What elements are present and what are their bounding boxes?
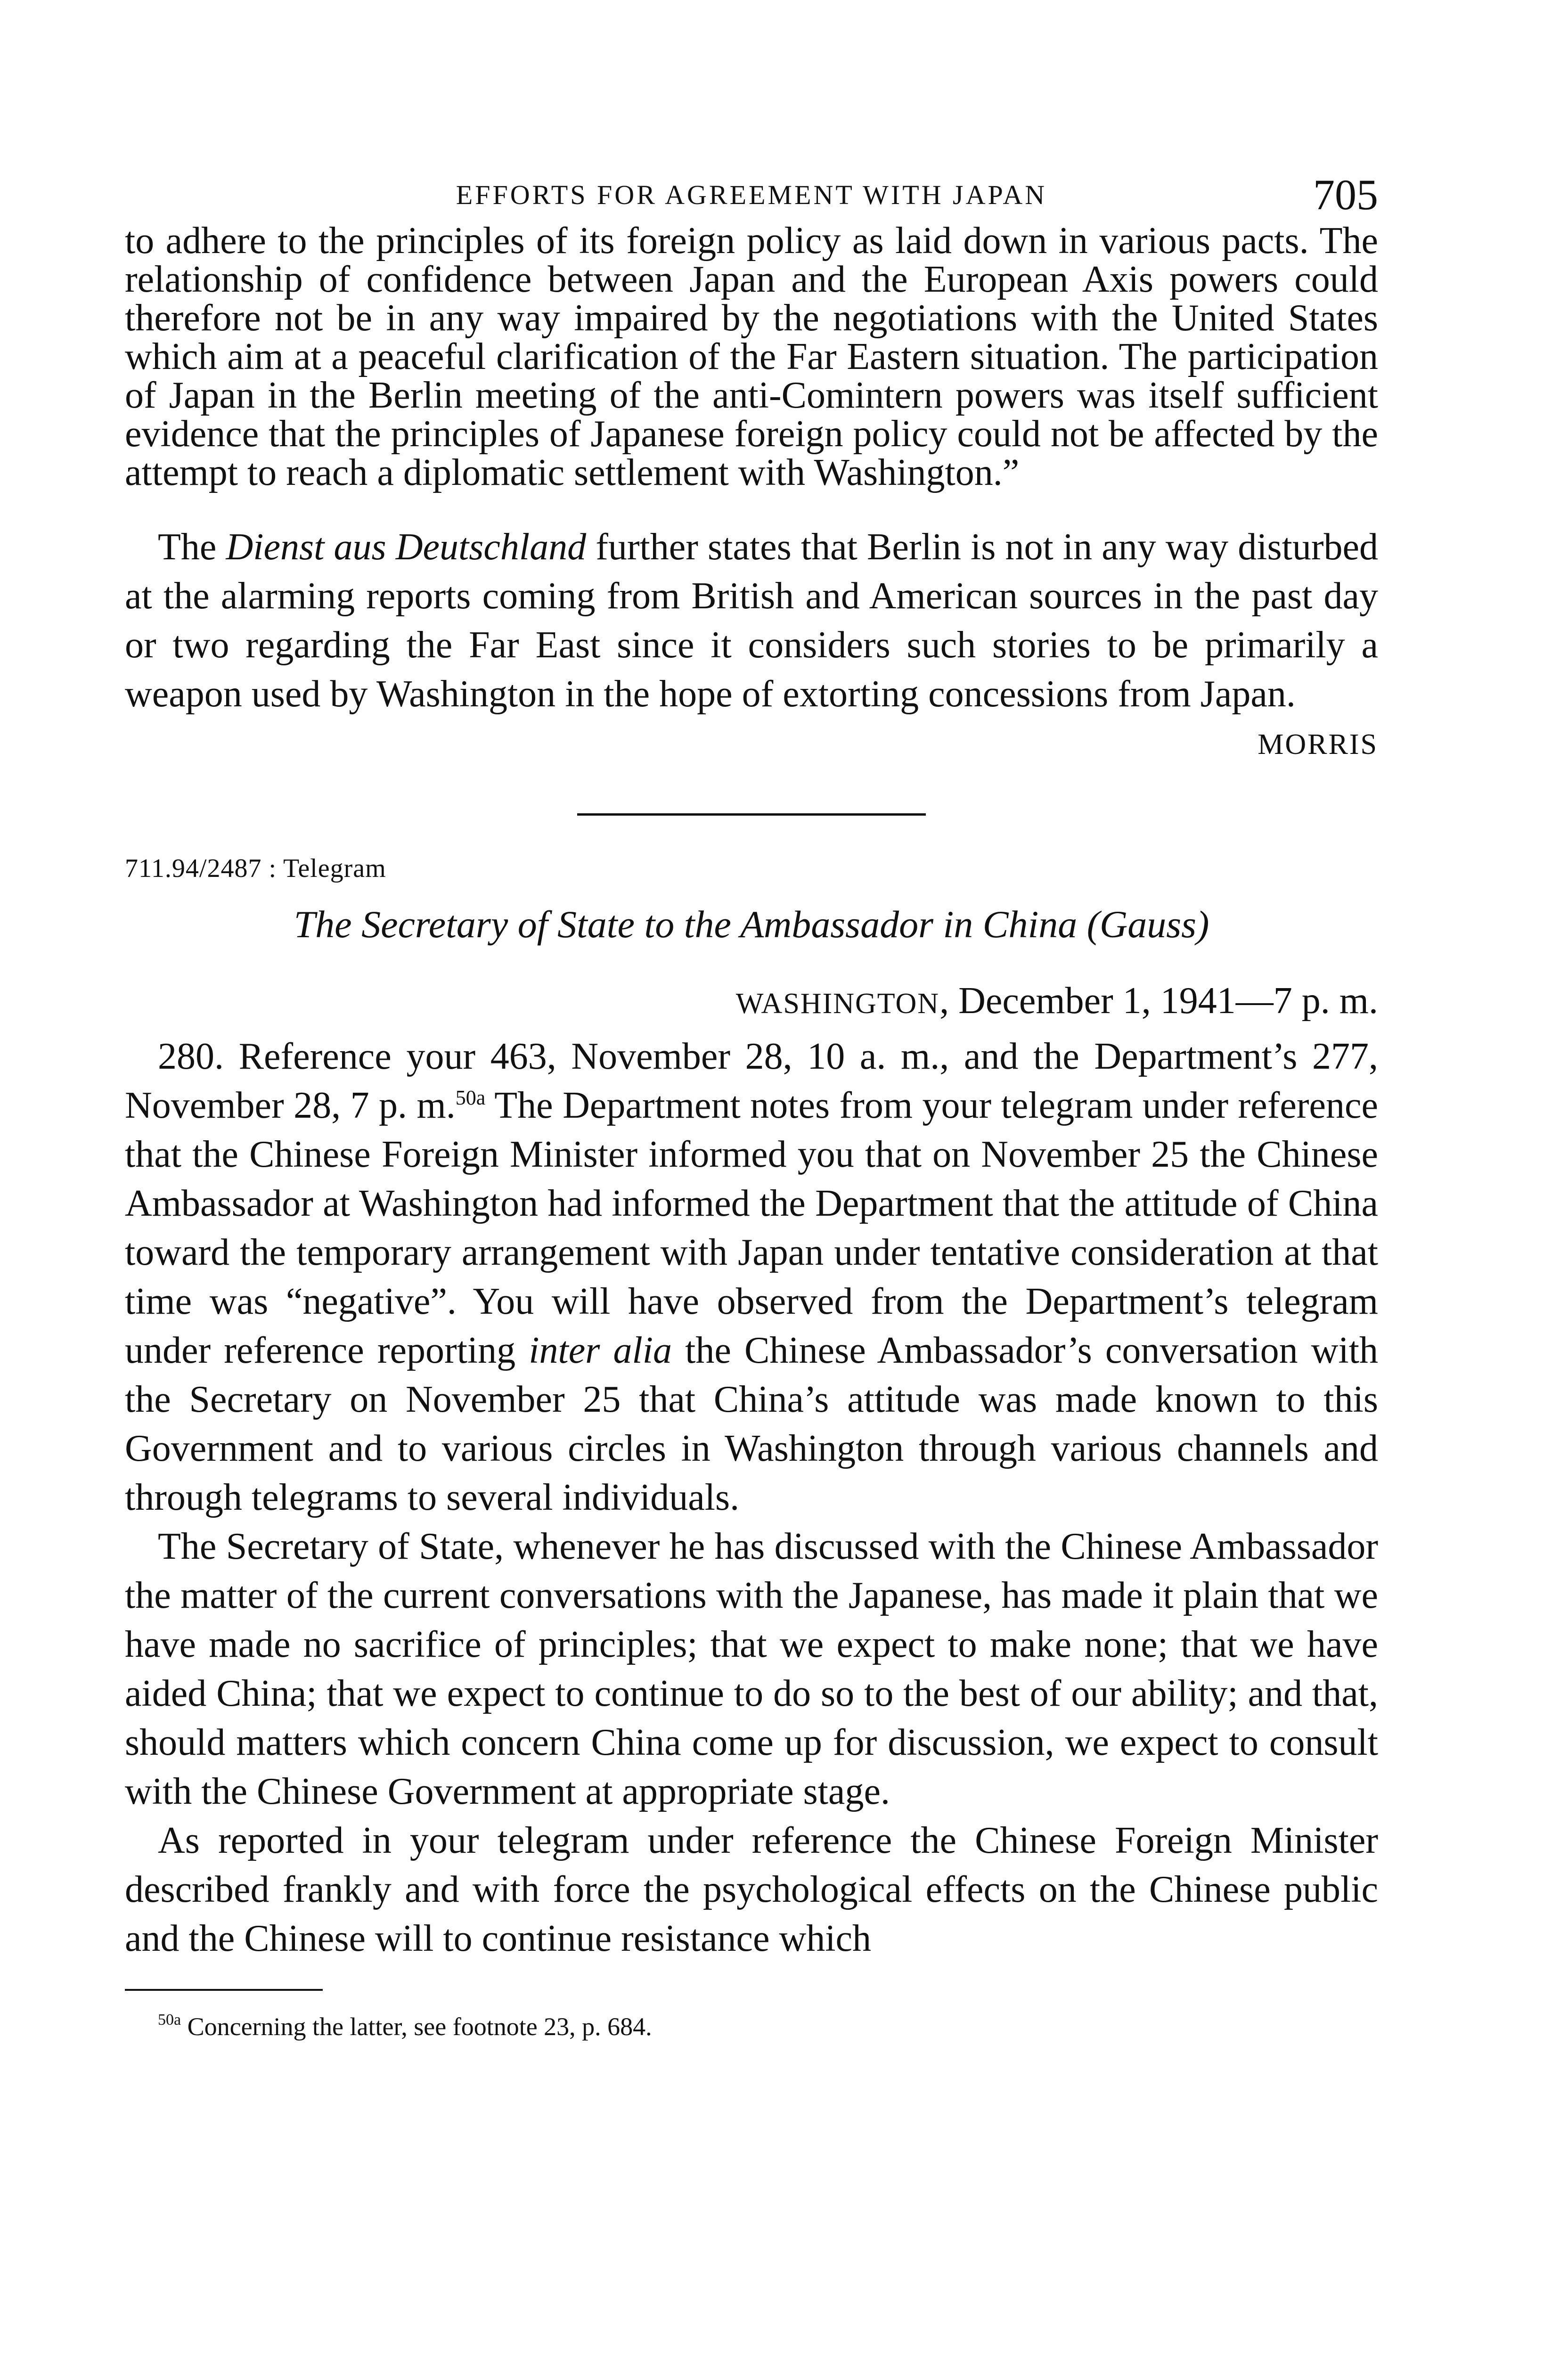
- quoted-paragraph: to adhere to the principles of its foreign policy as laid down in various pacts. The relationship of confidence between Japan and the European Axis powers could therefore not be in any way impaired by the negotiations with the United States which aim at a peaceful clarification of the Far Eastern situation. The participation of Japan in the Berlin meeting of the anti-Comintern powers was itself sufficient evidence that the principles of Japanese foreign policy could not be affected by the attempt to reach a diplomatic settlement with Washington.”: [125, 220, 1378, 493]
- body-paragraph-3: As reported in your telegram under reference the Chinese Foreign Minister described frankly and with force the psychological effects on the Chinese public and the Chinese will to continue resistance which: [125, 1820, 1378, 1959]
- body-paragraph-2: The Secretary of State, whenever he has discussed with the Chinese Ambassador the matter of the current conversations with the Japanese, has made it plain that we have made no sacrifice of principles; that we expect to make none; that we have aided China; that we expect to continue to do so to the best of our ability; and that, should matters which concern China come up for discussion, we expect to consult with the Chinese Government at appropriate stage.: [125, 1526, 1378, 1812]
- signature-name: MORRIS: [1258, 728, 1378, 761]
- signature: [125, 728, 1378, 761]
- footnote-text: Concerning the latter, see footnote 23, p. 684.: [181, 2012, 652, 2041]
- heading-name: Gauss: [1100, 903, 1197, 946]
- dateline-date: , December 1, 1941—7 p. m.: [939, 980, 1378, 1022]
- footnote-rule: [125, 1989, 323, 1991]
- file-reference: 711.94/2487 : Telegram: [125, 854, 386, 883]
- footnote-ref: 50a: [455, 1086, 486, 1109]
- section-divider: [577, 813, 926, 816]
- dienst-paragraph: [125, 523, 1378, 719]
- footnote-marker: 50a: [158, 2011, 181, 2029]
- p1-text-b: The Department notes from your telegram under reference that the Chinese Foreign Minister informed you that on November 25 the Chinese Ambassador at Washington had informed the Department that the attitude of China toward the temporary arrangement with Japan under tentative consideration at that time was “negative”. You will have observed from the Department’s telegram under reference reporting: [125, 1085, 1379, 1371]
- p1-text-c: the Chinese Ambassador’s conversation with the Secretary on November 25 that China’s attitude was made known to this Government and to various circles in Washington through various channels and through telegrams to several individuals.: [125, 1330, 1379, 1518]
- publication-title: Dienst aus Deutschland: [226, 526, 587, 568]
- dienst-lead: The: [158, 526, 226, 568]
- document-heading: [125, 902, 1378, 947]
- document-page: [125, 170, 1378, 2041]
- dateline-place: WASHINGTON: [735, 988, 940, 1020]
- heading-text: The Secretary of State to the Ambassador in China (: [294, 903, 1100, 946]
- running-header: [125, 170, 1378, 221]
- running-title: EFFORTS FOR AGREEMENT WITH JAPAN: [456, 180, 1047, 210]
- footnote: [158, 2012, 1378, 2041]
- page-number: 705: [1313, 171, 1378, 219]
- heading-close: ): [1196, 903, 1209, 946]
- body-paragraph-1: [125, 1032, 1378, 1522]
- p1-text-a: 280. Reference your 463, November 28, 10 a. m., and the Department’s 277, November 28, 7 p. m.: [125, 1036, 1378, 1126]
- p1-latin-phrase: inter alia: [529, 1330, 672, 1371]
- dateline: [125, 980, 1378, 1023]
- dienst-rest: further states that Berlin is not in any way disturbed at the alarming reports coming from British and American sources in the past day or two regarding the Far East since it considers such stories to be primarily a weapon used by Washington in the hope of extorting concessions from Japan.: [125, 526, 1378, 715]
